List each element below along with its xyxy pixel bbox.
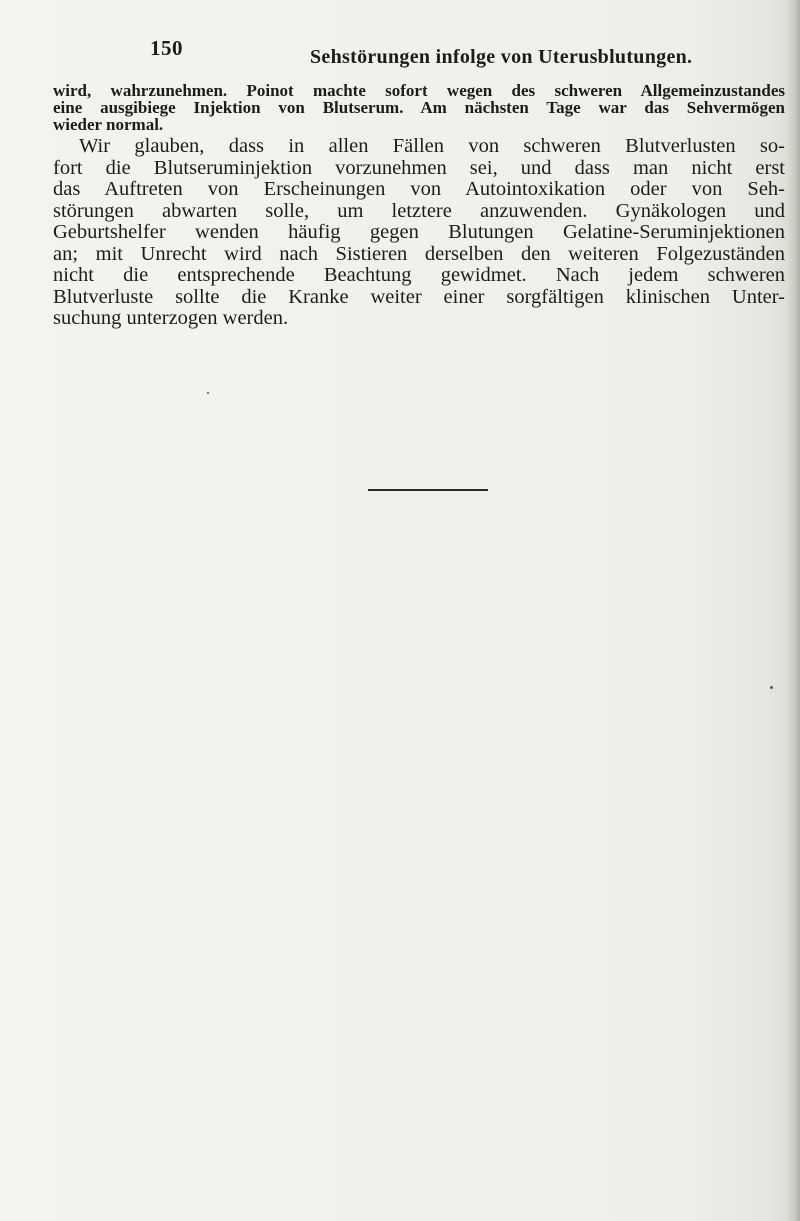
text-line: Wir glauben, dass in allen Fällen von schweren Blutverlusten so- (79, 135, 785, 157)
text-line: wird, wahrzunehmen. Poinot machte sofort wegen des schweren Allgemeinzustandes (53, 81, 785, 100)
small-print-paragraph (53, 82, 785, 133)
print-speck (207, 392, 209, 394)
text-line: eine ausgibiege Injektion von Blutserum. Am nächsten Tage war das Sehvermögen (53, 98, 785, 117)
page-header (150, 36, 790, 76)
section-divider-rule (368, 489, 488, 491)
text-line: wieder normal. (53, 115, 164, 134)
text-line: nicht die entsprechende Beachtung gewidmet. Nach jedem schweren (53, 264, 785, 286)
text-line: suchung unterzogen werden. (53, 307, 289, 329)
text-line: an; mit Unrecht wird nach Sistieren derselben den weiteren Folgezuständen (53, 242, 785, 265)
text-line: störungen abwarten solle, um letztere anzuwenden. Gynäkologen und (53, 199, 785, 222)
text-line: fort die Blutseruminjektion vorzunehmen sei, und dass man nicht erst (53, 156, 785, 179)
page-number: 150 (150, 36, 183, 60)
text-line: Geburtshelfer wenden häufig gegen Blutungen Gelatine-Seruminjektionen (53, 221, 785, 243)
print-speck (770, 686, 773, 689)
text-line: Blutverluste sollte die Kranke weiter einer sorgfältigen klinischen Unter- (53, 285, 785, 308)
main-paragraph (53, 136, 785, 330)
text-line: das Auftreten von Erscheinungen von Autointoxikation oder von Seh- (53, 178, 785, 200)
running-title: Sehstörungen infolge von Uterusblutungen. (310, 46, 693, 68)
page-edge-shadow (786, 0, 800, 1221)
